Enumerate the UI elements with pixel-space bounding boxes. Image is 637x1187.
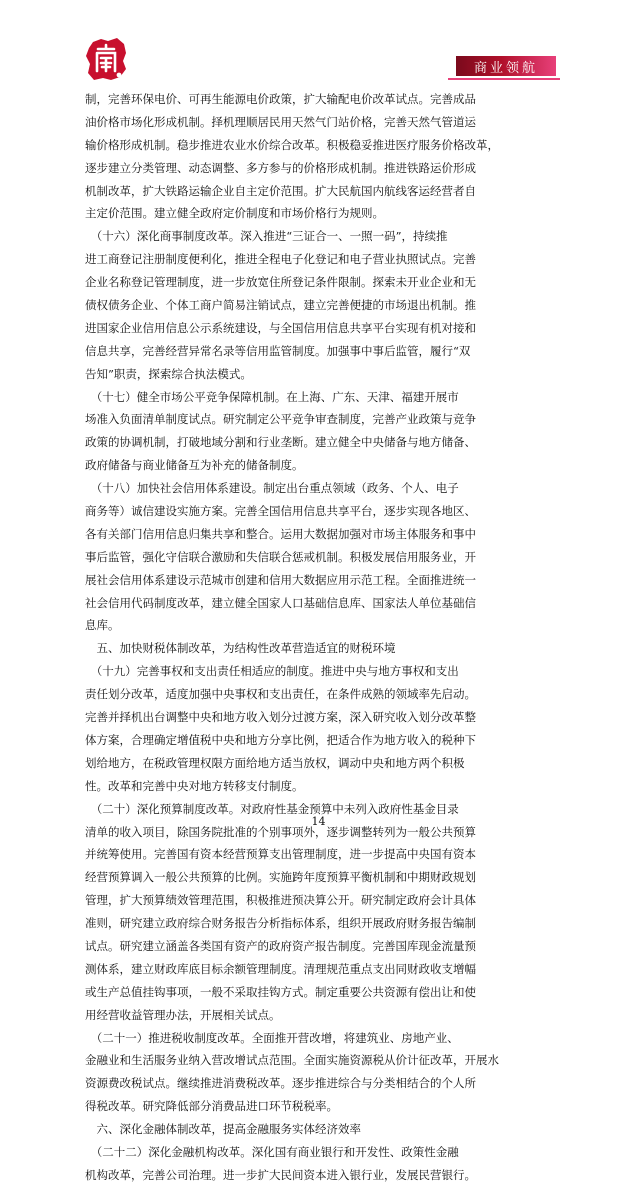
masthead-rule — [448, 78, 560, 80]
body-line: 并统筹使用。完善国有资本经营预算支出管理制度，进一步提高中央国有资本 — [85, 847, 476, 862]
body-line: 社会信用代码制度改革，建立健全国家人口基础信息库、国家法人单位基础信 — [85, 595, 476, 610]
body-line: 制，完善环保电价、可再生能源电价政策，扩大输配电价改革试点。完善成品 — [85, 92, 476, 106]
document-body — [85, 88, 554, 1187]
body-line: 试点。研究建立涵盖各类国有资产的政府资产报告制度。完善国库现金流量预 — [85, 938, 476, 953]
body-line: 或生产总值挂钩事项，一般不采取挂钩方式。制定重要公共资源有偿出让和使 — [85, 984, 476, 999]
body-line: （二十二）深化金融机构改革。深化国有商业银行和开发性、政策性金融 — [85, 1144, 459, 1159]
body-line: 资源费改税试点。继续推进消费税改革。逐步推进综合与分类相结合的个人所 — [85, 1076, 476, 1091]
body-line: 进工商登记注册制度便利化，推进全程电子化登记和电子营业执照试点。完善 — [85, 252, 476, 267]
body-line: 告知”职责，探索综合执法模式。 — [85, 366, 252, 381]
body-line: 逐步建立分类管理、动态调整、多方参与的价格形成机制。推进铁路运价形成 — [85, 160, 476, 175]
body-line: （十七）健全市场公平竞争保障机制。在上海、广东、天津、福建开展市 — [85, 389, 459, 404]
body-line: 划给地方，在税政管理权限方面给地方适当放权，调动中央和地方两个积极 — [85, 755, 465, 770]
body-line: 得税改革。研究降低部分消费品进口环节税税率。 — [85, 1099, 338, 1114]
body-line: 各有关部门信用信息归集共享和整合。运用大数据加强对市场主体服务和事中 — [85, 526, 476, 541]
masthead-banner — [456, 56, 556, 76]
body-line: 测体系，建立财政库底目标余额管理制度。清理规范重点支出同财政收支增幅 — [85, 961, 476, 976]
body-line: 清单的收入项目，除国务院批准的个别事项外，逐步调整转列为一般公共预算 — [85, 824, 476, 839]
body-line: 企业名称登记管理制度，进一步放宽住所登记条件限制。探索未开业企业和无 — [85, 275, 476, 290]
logo-icon — [84, 36, 128, 82]
body-line: 息库。 — [85, 618, 120, 633]
body-line: 展社会信用体系建设示范城市创建和信用大数据应用示范工程。全面推进统一 — [85, 572, 476, 587]
body-line: 管理，扩大预算绩效管理范围，积极推进预决算公开。研究制定政府会计具体 — [85, 893, 476, 908]
body-line: 进国家企业信用信息公示系统建设，与全国信用信息共享平台实现有机对接和 — [85, 320, 476, 335]
body-line: 信息共享，完善经营异常名录等信用监管制度。加强事中事后监管，履行“双 — [85, 343, 471, 358]
body-line: （二十）深化预算制度改革。对政府性基金预算中未列入政府性基金目录 — [85, 801, 459, 816]
body-line: 政策的协调机制，打破地域分割和行业垄断。建立健全中央储备与地方储备、 — [85, 435, 476, 450]
body-line: （十六）深化商事制度改革。深入推进“三证合一、一照一码”，持续推 — [85, 229, 448, 244]
body-line: 机制改革，扩大铁路运输企业自主定价范围。扩大民航国内航线客运经营者自 — [85, 183, 476, 198]
body-line: 机构改革，完善公司治理。进一步扩大民间资本进入银行业，发展民营银行。 — [85, 1167, 476, 1182]
masthead-label: 商业领航 — [473, 60, 538, 76]
body-line: 经营预算调入一般公共预算的比例。实施跨年度预算平衡机制和中期财政规划 — [85, 870, 476, 885]
body-line: 场准入负面清单制度试点。研究制定公平竞争审查制度，完善产业政策与竞争 — [85, 412, 476, 427]
body-line: 完善并择机出台调整中央和地方收入划分过渡方案，深入研究收入划分改革整 — [85, 710, 476, 725]
body-line: 体方案，合理确定增值税中央和地方分享比例，把适合作为地方收入的税种下 — [85, 732, 476, 747]
body-line: 用经营收益管理办法，开展相关试点。 — [85, 1007, 281, 1022]
body-line: 责任划分改革，适度加强中央事权和支出责任，在条件成熟的领域率先启动。 — [85, 687, 476, 702]
section-heading: 六、深化金融体制改革，提高金融服务实体经济效率 — [85, 1122, 361, 1137]
body-line: 政府储备与商业储备互为补充的储备制度。 — [85, 458, 304, 473]
body-line: （二十一）推进税收制度改革。全面推开营改增，将建筑业、房地产业、 — [85, 1030, 459, 1045]
body-line: 金融业和生活服务业纳入营改增试点范围。全面实施资源税从价计征改革，开展水 — [85, 1053, 499, 1068]
page-number: 14 — [311, 815, 326, 828]
body-line: 油价格市场化形成机制。择机理顺居民用天然气门站价格，完善天然气管道运 — [85, 114, 476, 129]
body-line: 事后监管，强化守信联合激励和失信联合惩戒机制。积极发展信用服务业，开 — [85, 549, 476, 564]
body-line: 性。改革和完善中央对地方转移支付制度。 — [85, 778, 304, 793]
section-heading: 五、加快财税体制改革，为结构性改革营造适宜的财税环境 — [85, 641, 396, 656]
body-line: 输价格形成机制。稳步推进农业水价综合改革。积极稳妥推进医疗服务价格改革， — [85, 137, 499, 152]
body-line: 商务等）诚信建设实施方案。完善全国信用信息共享平台，逐步实现各地区、 — [85, 504, 476, 519]
body-line: 债权债务企业、个体工商户简易注销试点，建立完善便捷的市场退出机制。推 — [85, 298, 476, 313]
body-line: 主定价范围。建立健全政府定价制度和市场价格行为规则。 — [85, 206, 384, 221]
body-line: （十九）完善事权和支出责任相适应的制度。推进中央与地方事权和支出 — [85, 664, 459, 679]
body-line: （十八）加快社会信用体系建设。制定出台重点领域（政务、个人、电子 — [85, 481, 459, 496]
body-line: 准则，研究建立政府综合财务报告分析指标体系，组织开展政府财务报告编制 — [85, 916, 476, 931]
